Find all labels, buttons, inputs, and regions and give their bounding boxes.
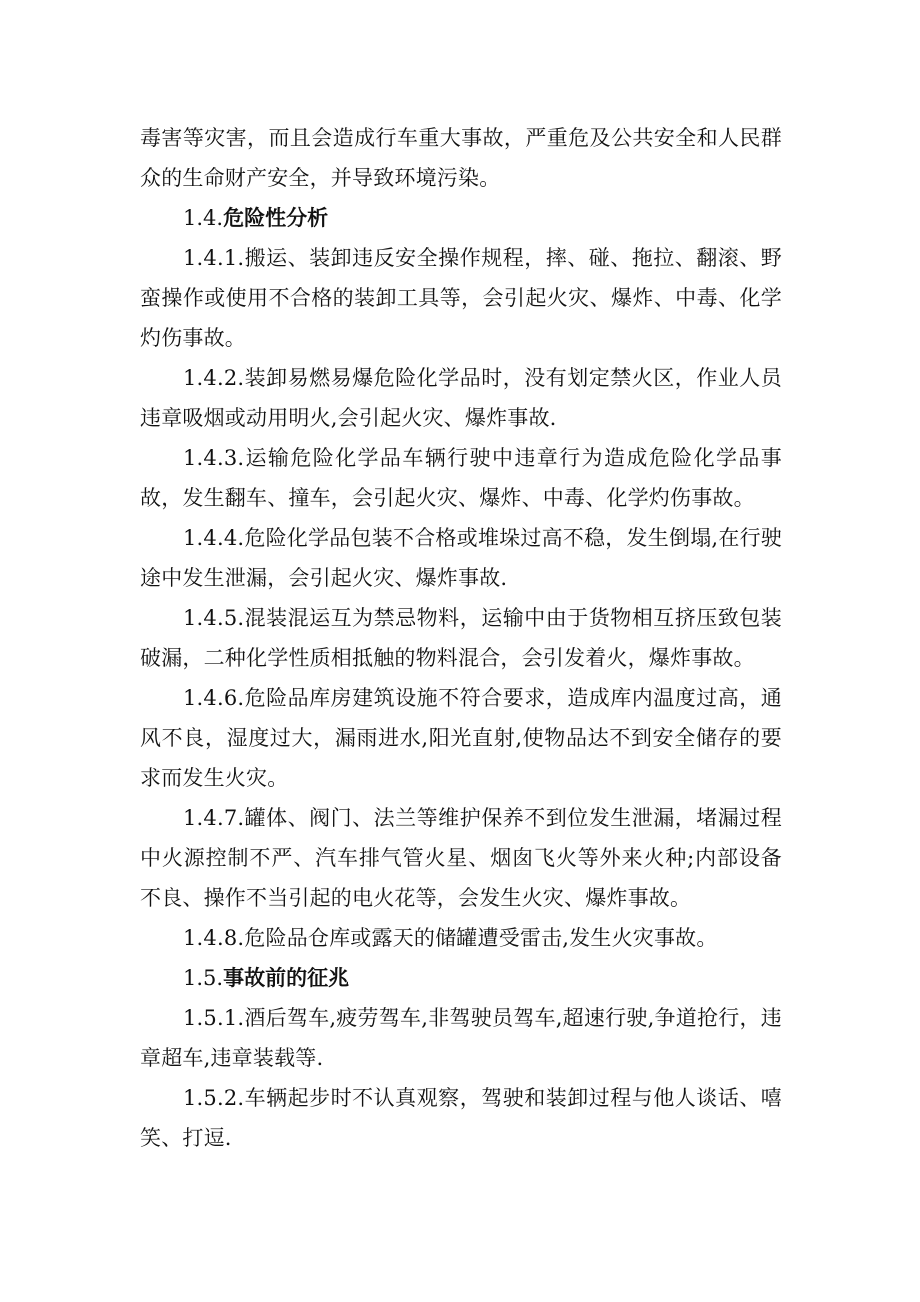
list-item: 1.4.5.混装混运互为禁忌物料，运输中由于货物相互挤压致包装破漏，二种化学性质相抵触的物料混合，会引发着火，爆炸事故。 [140,606,782,670]
list-item: 1.4.2.装卸易燃易爆危险化学品时，没有划定禁火区，作业人员违章吸烟或动用明火,会引起火灾、爆炸事故. [140,366,782,430]
document-body [140,118,782,1158]
section-heading-1-4 [140,198,782,238]
section-number: 1.5. [183,966,224,990]
list-item: 1.4.8.危险品仓库或露天的储罐遭受雷击,发生火灾事故。 [183,926,718,950]
list-item: 1.4.6.危险品库房建筑设施不符合要求，造成库内温度过高，通风不良，湿度过大，漏雨进水,阳光直射,使物品达不到安全储存的要求而发生火灾。 [140,686,782,790]
section-title: 危险性分析 [223,206,329,230]
paragraph-continuation: 毒害等灾害，而且会造成行车重大事故，严重危及公共安全和人民群众的生命财产安全，并导致环境污染。 [140,126,782,190]
list-item: 1.4.7.罐体、阀门、法兰等维护保养不到位发生泄漏，堵漏过程中火源控制不严、汽车排气管火星、烟囱飞火等外来火种;内部设备不良、操作不当引起的电火花等，会发生火灾、爆炸事故。 [140,806,782,910]
section-heading-1-5 [140,958,782,998]
list-item: 1.4.4.危险化学品包装不合格或堆垛过高不稳，发生倒塌,在行驶途中发生泄漏，会引起火灾、爆炸事故. [140,526,782,590]
list-item: 1.4.1.搬运、装卸违反安全操作规程，摔、碰、拖拉、翻滚、野蛮操作或使用不合格的装卸工具等，会引起火灾、爆炸、中毒、化学灼伤事故。 [140,246,782,350]
list-item: 1.5.1.酒后驾车,疲劳驾车,非驾驶员驾车,超速行驶,争道抢行，违章超车,违章装载等. [140,1006,782,1070]
section-number: 1.4. [183,206,224,230]
section-title: 事故前的征兆 [223,966,350,990]
list-item: 1.4.3.运输危险化学品车辆行驶中违章行为造成危险化学品事故，发生翻车、撞车，会引起火灾、爆炸、中毒、化学灼伤事故。 [140,446,782,510]
list-item: 1.5.2.车辆起步时不认真观察，驾驶和装卸过程与他人谈话、嘻笑、打逗. [140,1086,782,1150]
